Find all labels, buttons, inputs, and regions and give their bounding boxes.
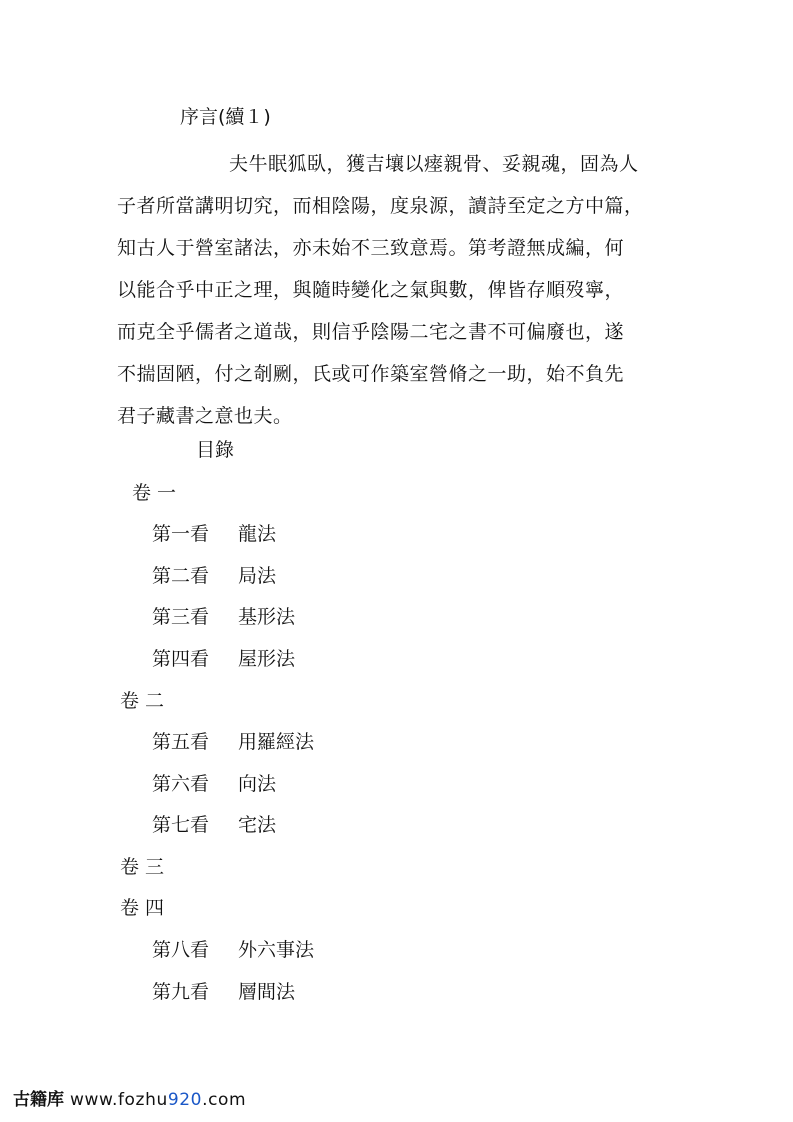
toc-entry-title: 向法 (238, 773, 277, 795)
toc-entry-number: 第三看 (152, 606, 210, 628)
toc-entry-7 (152, 811, 276, 839)
watermark-footer (13, 1087, 246, 1113)
preface-line: 以能合乎中正之理，與隨時變化之氣與數，俾皆存順歿寧， (117, 279, 625, 301)
toc-entry-title: 層間法 (238, 981, 296, 1003)
toc-entry-number: 第二看 (152, 565, 210, 587)
preface-line: 而克全乎儒者之道哉，則信乎陰陽二宅之書不可偏廢也，遂 (117, 321, 625, 343)
toc-entry-title: 宅法 (238, 814, 277, 836)
toc-entry-4 (152, 645, 295, 673)
watermark-url-highlight: 920 (167, 1090, 203, 1110)
toc-entry-number: 第七看 (152, 814, 210, 836)
toc-entry-title: 用羅經法 (238, 731, 315, 753)
toc-entry-number: 第一看 (152, 523, 210, 545)
toc-volume-4: 卷 四 (120, 897, 165, 919)
watermark-url-suffix: .com (202, 1090, 247, 1110)
preface-line: 子者所當講明切究，而相陰陽，度泉源，讀詩至定之方中篇， (117, 195, 644, 217)
preface-line: 君子藏書之意也夫。 (117, 405, 293, 427)
toc-entry-title: 龍法 (238, 523, 277, 545)
toc-volume-1: 卷 一 (132, 482, 177, 504)
preface-heading: 序言(續１) (180, 106, 271, 128)
toc-entry-8 (152, 936, 314, 964)
watermark-url-prefix: www.fozhu (70, 1090, 168, 1110)
toc-entry-9 (152, 978, 295, 1006)
toc-entry-number: 第五看 (152, 731, 210, 753)
toc-entry-6 (152, 770, 276, 798)
toc-entry-2 (152, 562, 276, 590)
preface-line: 不揣固陋，付之剞劂，氏或可作築室營脩之一助，始不負先 (117, 363, 625, 385)
preface-line: 夫牛眠狐臥，獲吉壤以瘗親骨、妥親魂，固為人 (229, 153, 639, 175)
toc-entry-title: 屋形法 (238, 648, 296, 670)
toc-entry-title: 外六事法 (238, 939, 315, 961)
preface-line: 知古人于營室諸法，亦未始不三致意焉。第考證無成編，何 (117, 237, 625, 259)
toc-volume-3: 卷 三 (120, 856, 165, 878)
toc-title: 目錄 (196, 439, 235, 461)
watermark-brand: 古籍库 (13, 1090, 64, 1110)
toc-entry-number: 第九看 (152, 981, 210, 1003)
toc-entry-number: 第六看 (152, 773, 210, 795)
toc-entry-title: 基形法 (238, 606, 296, 628)
preface-paragraph (117, 143, 677, 437)
toc-entry-1 (152, 520, 276, 548)
toc-entry-number: 第四看 (152, 648, 210, 670)
toc-entry-title: 局法 (238, 565, 277, 587)
toc-entry-3 (152, 603, 295, 631)
toc-volume-2: 卷 二 (120, 690, 165, 712)
toc-entry-number: 第八看 (152, 939, 210, 961)
toc-entry-5 (152, 728, 314, 756)
watermark-url (70, 1090, 246, 1110)
